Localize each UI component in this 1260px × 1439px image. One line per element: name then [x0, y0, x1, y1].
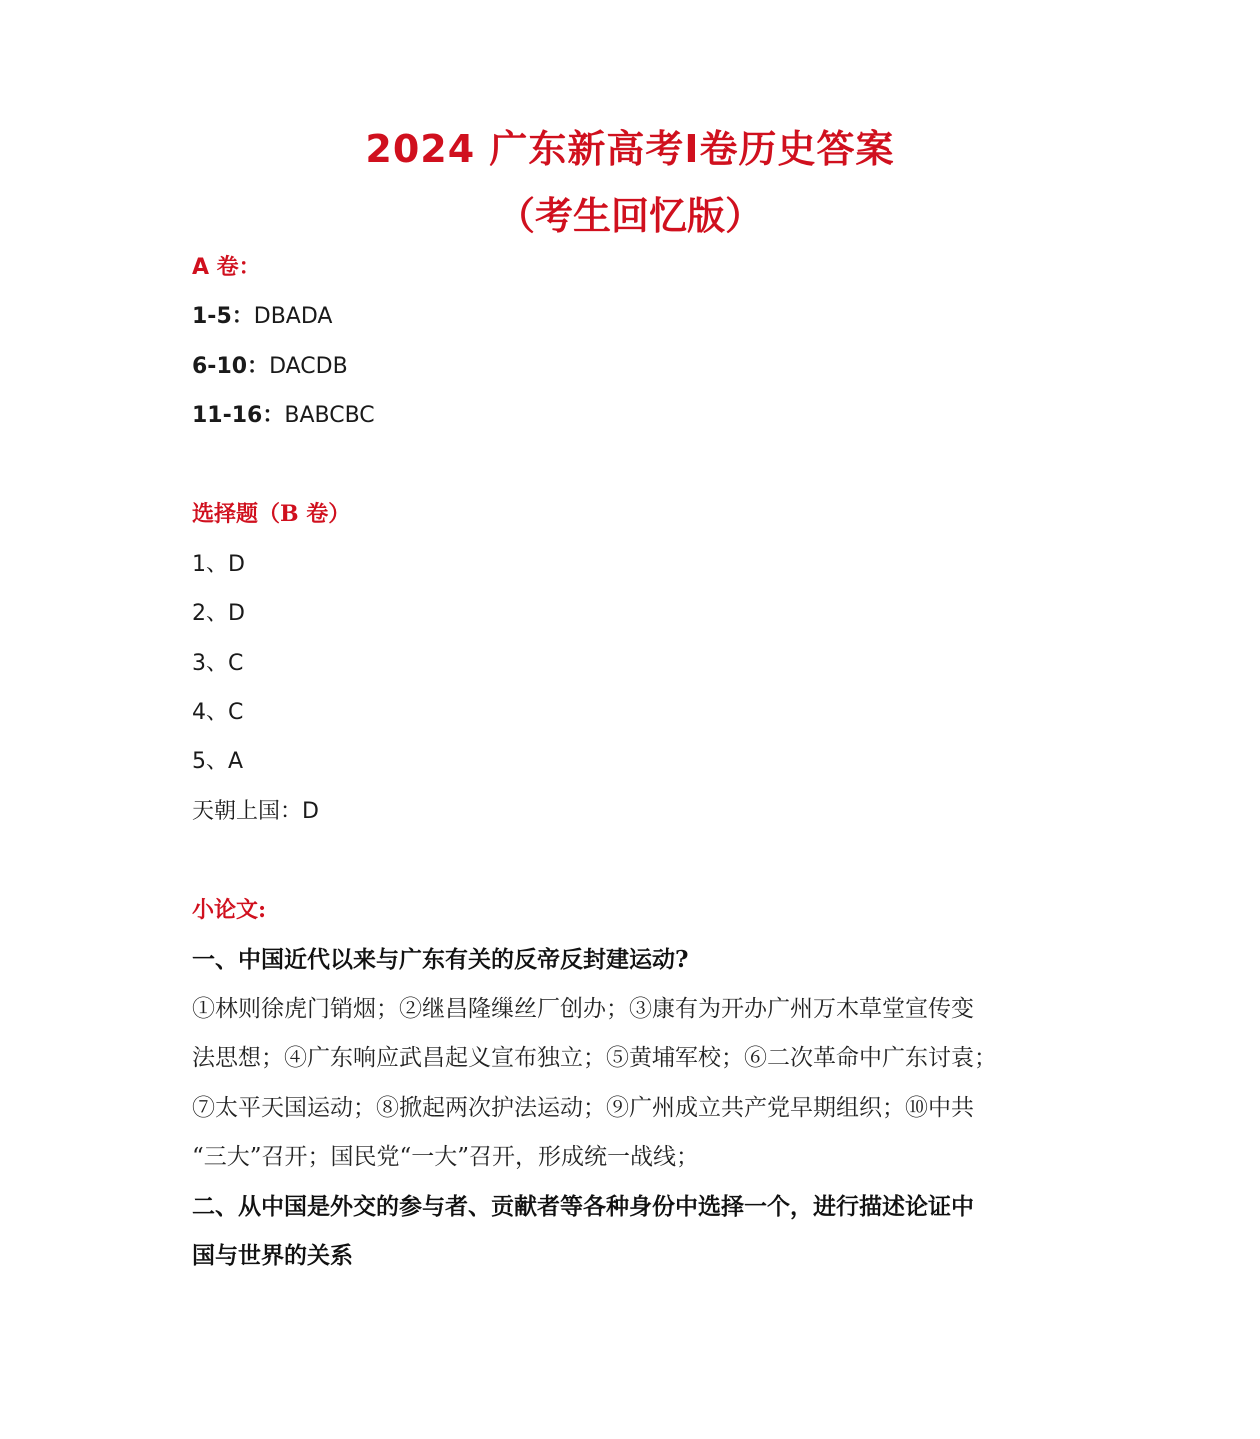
essay-answer-line: 法思想；④广东响应武昌起义宣布独立；⑤黄埔军校；⑥二次革命中广东讨袁； — [192, 1045, 997, 1071]
document-title: 2024 广东新高考Ⅰ卷历史答案 — [365, 127, 895, 171]
b-paper-row: 天朝上国：D — [192, 799, 319, 824]
essay-answer-line: ⑦太平天国运动；⑧掀起两次护法运动；⑨广州成立共产党早期组织；⑩中共 — [192, 1095, 974, 1121]
essay-answer-line: “三大”召开；国民党“一大”召开，形成统一战线； — [192, 1144, 700, 1170]
essay-question-2: 二、从中国是外交的参与者、贡献者等各种身份中选择一个，进行描述论证中 — [192, 1193, 974, 1220]
essay-heading: 小论文: — [192, 897, 267, 923]
b-paper-row: 4、C — [192, 700, 244, 725]
b-paper-row: 3、C — [192, 651, 244, 676]
a-paper-row-value: DACDB — [269, 354, 348, 379]
a-paper-row — [192, 401, 375, 431]
essay-answer-line: ①林则徐虎门销烟；②继昌隆缫丝厂创办；③康有为开办广州万木草堂宣传变 — [192, 996, 974, 1022]
b-paper-row: 1、D — [192, 552, 245, 577]
document-subtitle: （考生回忆版） — [496, 194, 763, 238]
a-paper-row-value: DBADA — [253, 304, 333, 329]
a-paper-row-label: 1-5： — [192, 304, 254, 329]
b-paper-heading: 选择题（B 卷） — [192, 501, 351, 527]
b-paper-row: 5、A — [192, 749, 244, 774]
a-paper-row-label: 6-10： — [192, 354, 270, 379]
a-paper-row — [192, 302, 332, 332]
a-paper-row — [192, 352, 348, 382]
essay-question-1: 一、中国近代以来与广东有关的反帝反封建运动? — [192, 946, 689, 973]
b-paper-row: 2、D — [192, 601, 245, 626]
a-paper-row-value: BABCBC — [284, 403, 375, 428]
essay-question-2-continued: 国与世界的关系 — [192, 1242, 353, 1269]
a-paper-heading: A 卷： — [192, 255, 261, 280]
a-paper-row-label: 11-16： — [192, 403, 285, 428]
